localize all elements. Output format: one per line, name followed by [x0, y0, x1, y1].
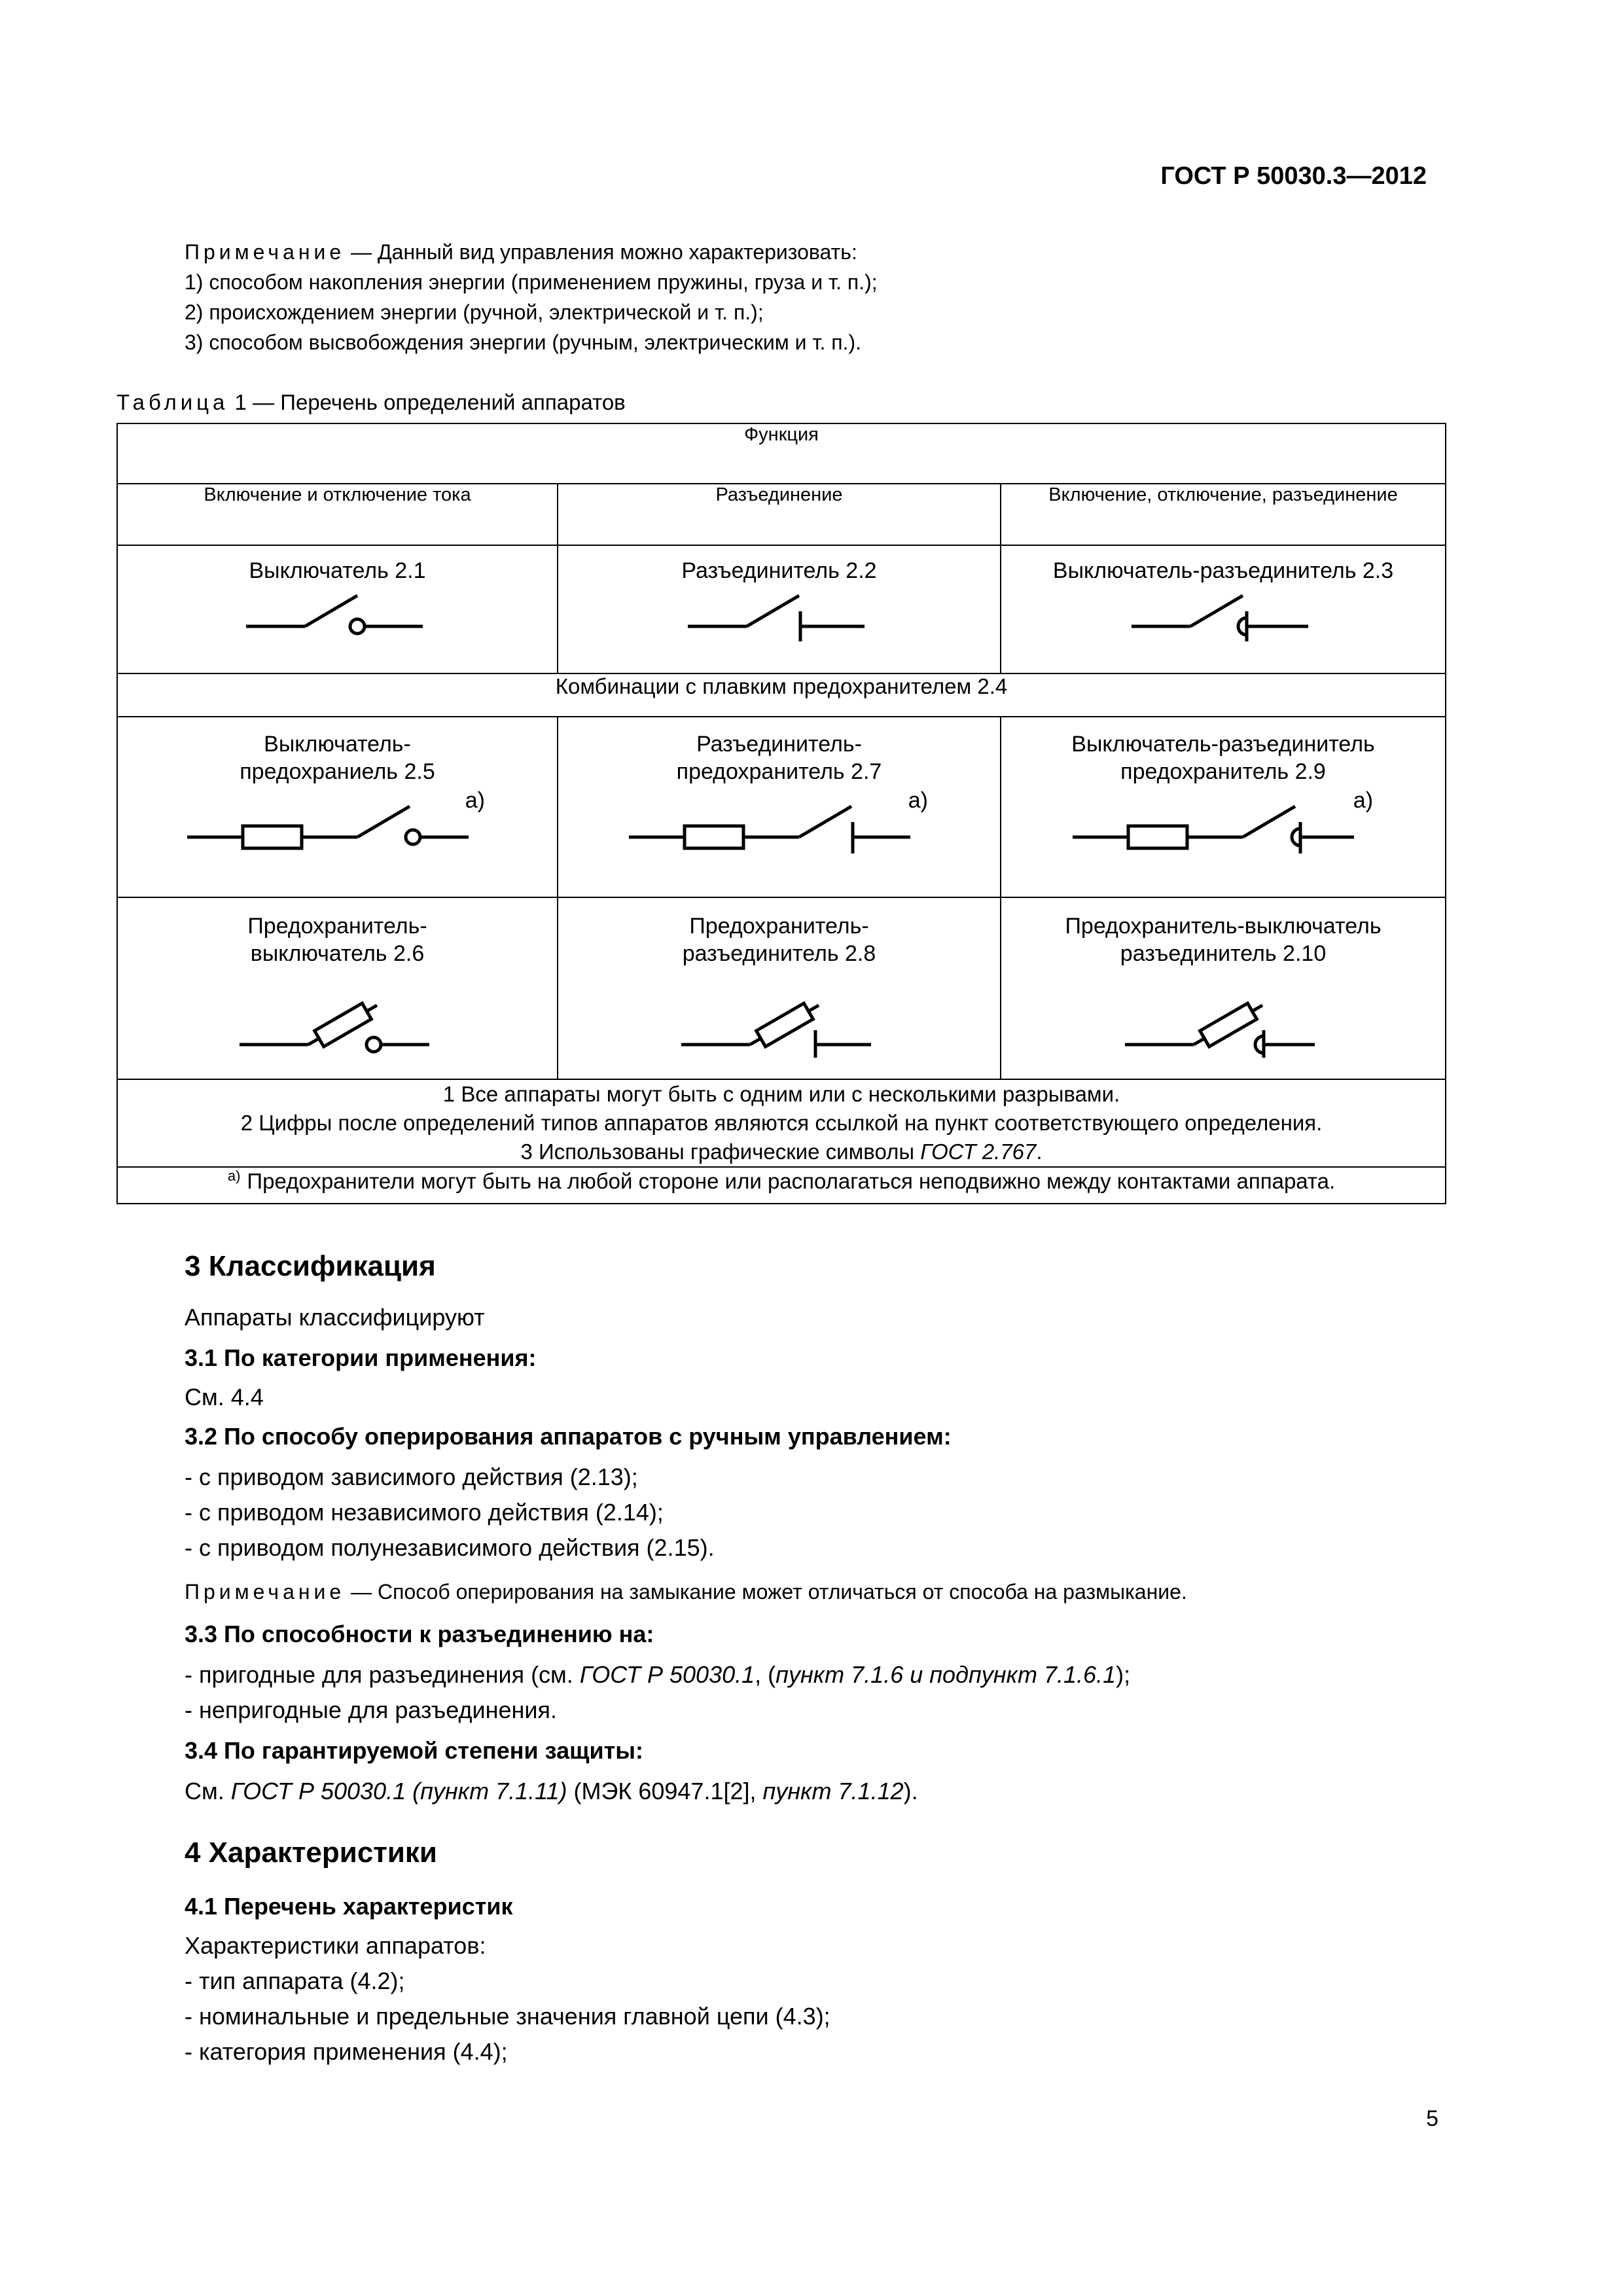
document-header: ГОСТ Р 50030.3—2012: [1160, 162, 1427, 190]
device-cell: [117, 897, 558, 1079]
section-3-1-text: См. 4.4: [185, 1384, 264, 1410]
fuse-disconnector-symbol: [675, 979, 884, 1058]
table-footnote: [117, 1167, 1446, 1204]
footnote-mark: а): [908, 788, 928, 813]
section-3-intro: Аппараты классифицируют: [185, 1304, 485, 1331]
table-note: 1 Все аппараты могут быть с одним или с несколькими разрывами.: [442, 1082, 1120, 1106]
device-label: предохраниель 2.5: [240, 759, 435, 784]
list-item: - с приводом зависимого действия (2.13);: [185, 1463, 638, 1490]
device-cell: [117, 545, 558, 673]
note-text: — Данный вид управления можно характеризовать:: [345, 240, 857, 264]
list-item: - категория применения (4.4);: [185, 2038, 508, 2065]
section-4-intro: Характеристики аппаратов:: [185, 1932, 486, 1959]
note-text: — Способ оперирования на замыкание может отличаться от способа на размыкание.: [345, 1580, 1187, 1604]
footnote-marker: а): [227, 1168, 241, 1184]
device-label: Предохранитель-выключатель: [1065, 914, 1382, 939]
list-item: - тип аппарата (4.2);: [185, 1967, 405, 1994]
clause-reference: пункт 7.1.6 и подпункт 7.1.6.1: [776, 1661, 1116, 1688]
switch-fuse-symbol: [181, 795, 495, 860]
switch-disconnector-fuse-symbol: [1066, 795, 1380, 860]
column-header: Включение, отключение, разъединение: [1001, 484, 1446, 545]
note-item: 3) способом высвобождения энергии (ручным, электрическим и т. п.).: [185, 331, 862, 354]
device-label: Выключатель 2.1: [249, 558, 426, 583]
device-cell: [558, 545, 1001, 673]
list-item: - непригодные для разъединения.: [185, 1696, 557, 1723]
text: ).: [903, 1778, 918, 1804]
device-cell: [1001, 545, 1446, 673]
footnote-text: Предохранители могут быть на любой стороне или располагаться неподвижно между контактами аппарата.: [247, 1169, 1336, 1193]
list-text: - пригодные для разъединения (см.: [185, 1661, 580, 1688]
footnote-mark: а): [465, 788, 485, 813]
fuse-switch-symbol: [233, 979, 442, 1058]
standard-reference: ГОСТ Р 50030.1 (пункт 7.1.11): [230, 1778, 567, 1804]
text: (МЭК 60947.1[2],: [567, 1778, 763, 1804]
fuse-switch-disconnector-symbol: [1118, 979, 1328, 1058]
device-label: выключатель 2.6: [250, 941, 425, 966]
section-3-1-title: 3.1 По категории применения:: [185, 1344, 537, 1371]
section-3-2-note: [185, 1580, 1187, 1604]
device-label: Выключатель-разъединитель 2.3: [1052, 558, 1394, 583]
device-cell: [1001, 717, 1446, 897]
note-item: 2) происхождением энергии (ручной, электрической и т. п.);: [185, 300, 764, 324]
section-4-title: 4 Характеристики: [185, 1837, 437, 1869]
clause-reference: пункт 7.1.12: [762, 1778, 904, 1804]
list-item: [185, 1661, 1130, 1689]
section-3-2-title: 3.2 По способу оперирования аппаратов с ручным управлением:: [185, 1423, 952, 1450]
device-label: предохранитель 2.7: [676, 759, 882, 784]
list-text: , (: [755, 1661, 776, 1688]
note-item: 1) способом накопления энергии (применением пружины, груза и т. п.);: [185, 270, 878, 294]
standard-reference: ГОСТ 2.767: [920, 1139, 1037, 1164]
disconnector-fuse-symbol: [622, 795, 936, 860]
note-top: [185, 237, 878, 357]
device-label: Предохранитель-: [689, 914, 869, 939]
device-label: Предохранитель-: [247, 914, 427, 939]
note-label: Примечание: [185, 1580, 346, 1604]
page-number: 5: [1426, 2106, 1438, 2131]
device-label: разъединитель 2.10: [1120, 941, 1327, 966]
standard-reference: ГОСТ Р 50030.1: [579, 1661, 755, 1688]
table-caption-label: Таблица: [116, 390, 229, 414]
device-label: Разъединитель-: [696, 732, 862, 757]
table-caption-text: 1 — Перечень определений аппаратов: [228, 390, 626, 414]
device-label: Выключатель-разъединитель: [1071, 732, 1375, 757]
note-label: Примечание: [185, 240, 346, 264]
section-3-3-title: 3.3 По способности к разъединению на:: [185, 1621, 654, 1647]
punctuation: .: [1036, 1139, 1043, 1164]
switch-symbol: [240, 584, 436, 643]
combination-header: Комбинации с плавким предохранителем 2.4: [117, 673, 1446, 717]
section-4-1-title: 4.1 Перечень характеристик: [185, 1893, 513, 1920]
section-3-4-text: [185, 1778, 918, 1805]
list-text: );: [1116, 1661, 1131, 1688]
device-cell: [117, 717, 558, 897]
device-cell: [1001, 897, 1446, 1079]
device-label: предохранитель 2.9: [1120, 759, 1326, 784]
column-header: Разъединение: [558, 484, 1001, 545]
switch-disconnector-symbol: [1125, 584, 1321, 643]
table-notes: [117, 1079, 1446, 1167]
device-label: Разъединитель 2.2: [681, 558, 877, 583]
column-header: Включение и отключение тока: [117, 484, 558, 545]
section-3-title: 3 Классификация: [185, 1250, 436, 1282]
disconnector-symbol: [681, 584, 878, 643]
device-cell: [558, 717, 1001, 897]
device-label: Выключатель-: [264, 732, 411, 757]
table-note: 3 Использованы графические символы: [520, 1139, 921, 1164]
list-item: - номинальные и предельные значения главной цепи (4.3);: [185, 2003, 830, 2030]
section-3-4-title: 3.4 По гарантируемой степени защиты:: [185, 1737, 643, 1764]
devices-table: [116, 423, 1446, 1204]
text: См.: [185, 1778, 231, 1804]
device-label: разъединитель 2.8: [682, 941, 876, 966]
table-note: 2 Цифры после определений типов аппаратов являются ссылкой на пункт соответствующего определения.: [240, 1111, 1323, 1135]
function-header: Функция: [117, 423, 1446, 484]
table-caption: [116, 390, 626, 415]
list-item: - с приводом независимого действия (2.14);: [185, 1499, 664, 1526]
footnote-mark: а): [1353, 788, 1374, 813]
list-item: - с приводом полунезависимого действия (2.15).: [185, 1534, 715, 1561]
device-cell: [558, 897, 1001, 1079]
